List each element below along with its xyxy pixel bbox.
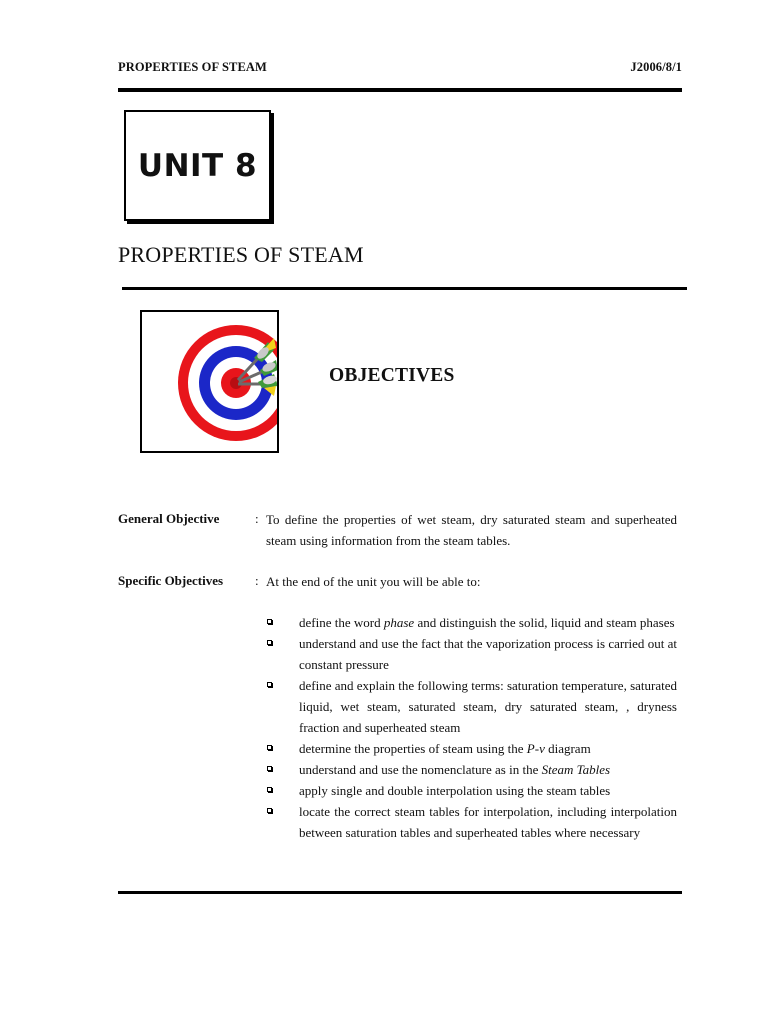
list-item: define and explain the following terms: saturation temperature, saturated liquid, wet steam, saturated steam, dry saturated steam, , dryness fraction and superheated steam [266,675,677,738]
list-item: understand and use the nomenclature as in the Steam Tables [266,759,677,780]
general-objective-text: To define the properties of wet steam, dry saturated steam and superheated steam using information from the steam tables. [266,512,677,548]
square-bullet-icon [267,787,272,792]
unit-box [124,110,271,221]
objectives-illustration [140,310,279,453]
list-item: understand and use the fact that the vaporization process is carried out at constant pressure [266,633,677,675]
list-item: locate the correct steam tables for interpolation, including interpolation between saturation tables and superheated tables where necessary [266,801,677,843]
list-item: apply single and double interpolation using the steam tables [266,780,677,801]
specific-objectives-list [266,612,677,843]
square-bullet-icon [267,808,272,813]
dartboard-target-icon [142,312,277,451]
list-item: define the word phase and distinguish the solid, liquid and steam phases [266,612,677,633]
square-bullet-icon [267,640,272,645]
footer-divider [118,891,682,894]
running-header-code: J2006/8/1 [630,60,682,74]
specific-objectives-label: Specific Objectives [118,573,224,588]
square-bullet-icon [267,745,272,750]
running-header-title: PROPERTIES OF STEAM [118,60,267,74]
title-divider [122,287,687,290]
unit-label: UNIT 8 [137,147,258,184]
header-divider [118,88,682,92]
general-objective-colon: : [255,511,259,526]
specific-objectives-intro: At the end of the unit you will be able to: [266,574,481,589]
specific-objectives-colon: : [255,573,259,588]
general-objective-label: General Objective [118,511,220,526]
list-item: determine the properties of steam using the P-v diagram [266,738,677,759]
page-title: PROPERTIES OF STEAM [118,242,364,267]
square-bullet-icon [267,766,272,771]
square-bullet-icon [267,682,272,687]
square-bullet-icon [267,619,272,624]
objectives-heading: OBJECTIVES [329,365,455,386]
